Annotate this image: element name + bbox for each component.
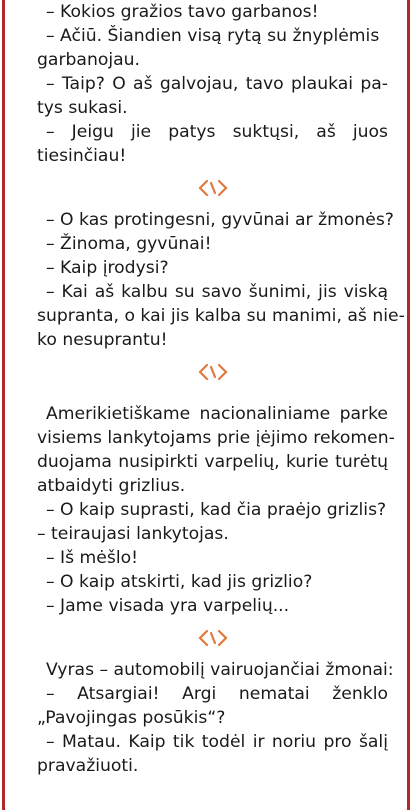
joke-line: – Matau. Kaip tik todėl ir noriu pro šalį	[46, 732, 388, 752]
joke-line: – Kai aš kalbu su savo šunimi, jis viską	[46, 282, 388, 302]
joke-line: – O kas protingesni, gyvūnai ar žmonės?	[46, 210, 394, 230]
joke-line: – O kaip suprasti, kad čia praėjo grizlis?	[46, 500, 387, 520]
jokes-column	[37, 0, 405, 778]
joke-line: – Ačiū. Šiandien visą rytą su žnyplėmis	[46, 26, 380, 46]
separator	[37, 352, 388, 392]
joke-line: tys sukasi.	[37, 98, 128, 118]
chevron-ornament-icon	[198, 363, 228, 381]
joke-line: – teiraujasi lankytojas.	[37, 524, 229, 544]
joke-line: – Žinoma, gyvūnai!	[46, 234, 212, 254]
separator	[37, 618, 388, 658]
joke-line: supranta, o kai jis kalba su manimi, aš nie-	[37, 306, 405, 326]
joke-line: – Kaip įrodysi?	[46, 258, 169, 278]
page-border-right	[407, 0, 410, 810]
joke-line: – O kaip atskirti, kad jis grizlio?	[46, 572, 313, 592]
separator	[37, 168, 388, 208]
joke-line: – Atsargiai! Argi nematai ženklo	[46, 684, 388, 704]
joke-line: – Jame visada yra varpelių...	[46, 596, 290, 616]
joke-block	[37, 658, 394, 778]
joke-line: ko nesuprantu!	[37, 330, 168, 350]
page-border-left	[2, 0, 5, 810]
chevron-ornament-icon	[198, 629, 228, 647]
joke-line: Amerikietiškame nacionaliniame parke	[46, 404, 388, 424]
joke-line: – Iš mėšlo!	[46, 548, 138, 568]
joke-line: „Pavojingas posūkis“?	[37, 708, 226, 728]
joke-line: – Taip? O aš galvojau, tavo plaukai pa-	[46, 74, 388, 94]
joke-block	[37, 0, 388, 168]
joke-line: visiems lankytojams prie įėjimo rekomen-	[37, 428, 395, 448]
joke-line: garbanojau.	[37, 50, 141, 70]
joke-line: pravažiuoti.	[37, 756, 139, 776]
joke-line: – Kokios gražios tavo garbanos!	[46, 2, 319, 22]
chevron-ornament-icon	[198, 179, 228, 197]
joke-line: Vyras – automobilį vairuojančiai žmonai:	[46, 660, 394, 680]
joke-block	[37, 402, 395, 618]
joke-line: tiesinčiau!	[37, 146, 127, 166]
joke-line: duojama nusipirkti varpelių, kurie turėtų	[37, 452, 388, 472]
joke-block	[37, 208, 405, 352]
joke-line: – Jeigu jie patys suktųsi, aš juos	[46, 122, 388, 142]
joke-line: atbaidyti grizlius.	[37, 476, 186, 496]
